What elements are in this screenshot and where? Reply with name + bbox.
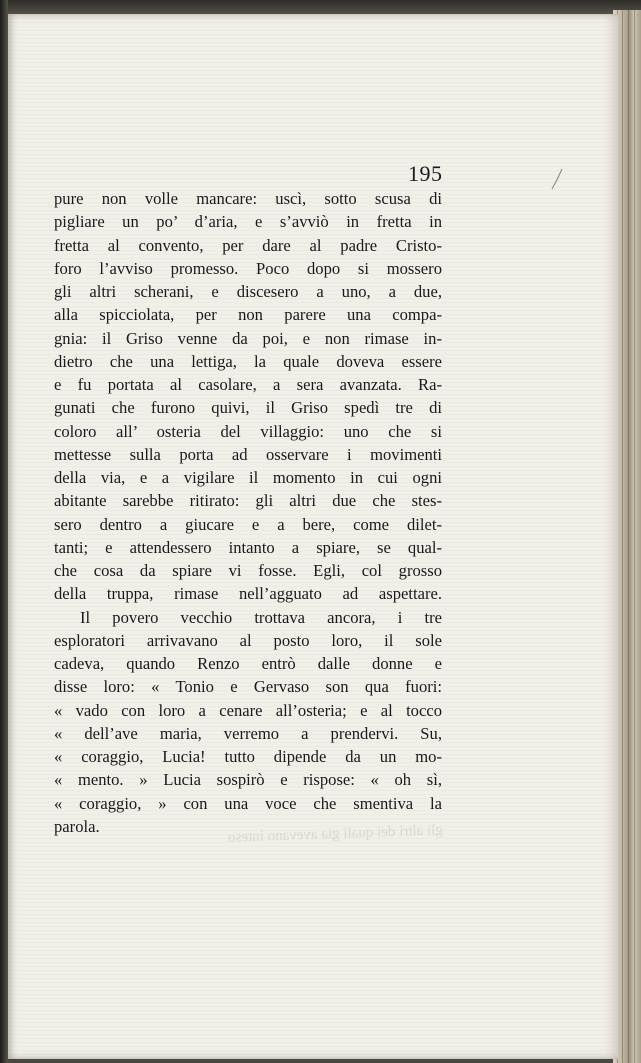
text-line: gunati che furono quivi, il Griso spedì tre di <box>54 398 442 418</box>
text-line: esploratori arrivavano al posto loro, il sole <box>54 630 442 650</box>
page-edge-line <box>622 10 623 1063</box>
text-line: Il povero vecchio trottava ancora, i tre <box>80 607 442 627</box>
text-line: tanti; e attendessero intanto a spiare, se qual- <box>54 537 442 557</box>
body-text <box>54 187 442 838</box>
text-line: alla spicciolata, per non parere una compa- <box>54 305 442 325</box>
text-line: della via, e a vigilare il momento in cui ogni <box>54 468 442 487</box>
text-line: fretta al convento, per dare al padre Cristo- <box>54 235 442 255</box>
text-line: disse loro: « Tonio e Gervaso son qua fuori: <box>54 677 442 697</box>
text-line: pure non volle mancare: uscì, sotto scusa di <box>54 189 442 208</box>
page-number: 195 <box>408 161 443 186</box>
text-line: gli altri scherani, e discesero a uno, a due, <box>54 282 442 301</box>
binding-left-edge <box>0 0 8 1063</box>
show-through-text: gli altri dei quali gia avevano inteso <box>227 822 444 846</box>
text-line: parola. <box>54 816 100 836</box>
text-line: sero dentro a giucare e a bere, come dilet- <box>54 514 442 534</box>
text-line: « coraggio, Lucia! tutto dipende da un mo- <box>54 747 442 766</box>
text-line: che cosa da spiare vi fosse. Egli, col grosso <box>54 561 442 580</box>
text-line: « dell’ave maria, verremo a prendervi. Su, <box>54 723 442 743</box>
text-line: foro l’avviso promesso. Poco dopo si mossero <box>54 258 442 278</box>
text-line: « coraggio, » con una voce che smentiva la <box>54 793 442 813</box>
text-line: mettesse sulla porta ad osservare i movimenti <box>54 444 442 464</box>
text-line: coloro all’ osteria del villaggio: uno che si <box>54 421 442 441</box>
text-line: gnia: il Griso venne da poi, e non rimase in- <box>54 328 442 348</box>
text-line: abitante sarebbe ritirato: gli altri due che stes- <box>54 491 442 511</box>
text-line: pigliare un po’ d’aria, e s’avviò in fretta in <box>54 212 442 232</box>
text-line: e fu portata al casolare, a sera avanzata. Ra- <box>54 375 442 394</box>
text-line: « mento. » Lucia sospirò e rispose: « oh sì, <box>54 770 442 790</box>
text-line: « vado con loro a cenare all’osteria; e al tocco <box>54 700 442 720</box>
pencil-mark-icon <box>550 168 564 190</box>
text-line: cadeva, quando Renzo entrò dalle donne e <box>54 654 442 673</box>
page-edge-line <box>628 10 629 1063</box>
text-line: dietro che una lettiga, la quale doveva essere <box>54 351 442 371</box>
text-line: della truppa, rimase nell’agguato ad aspettare. <box>54 584 442 604</box>
page-edge-line <box>634 10 635 1063</box>
